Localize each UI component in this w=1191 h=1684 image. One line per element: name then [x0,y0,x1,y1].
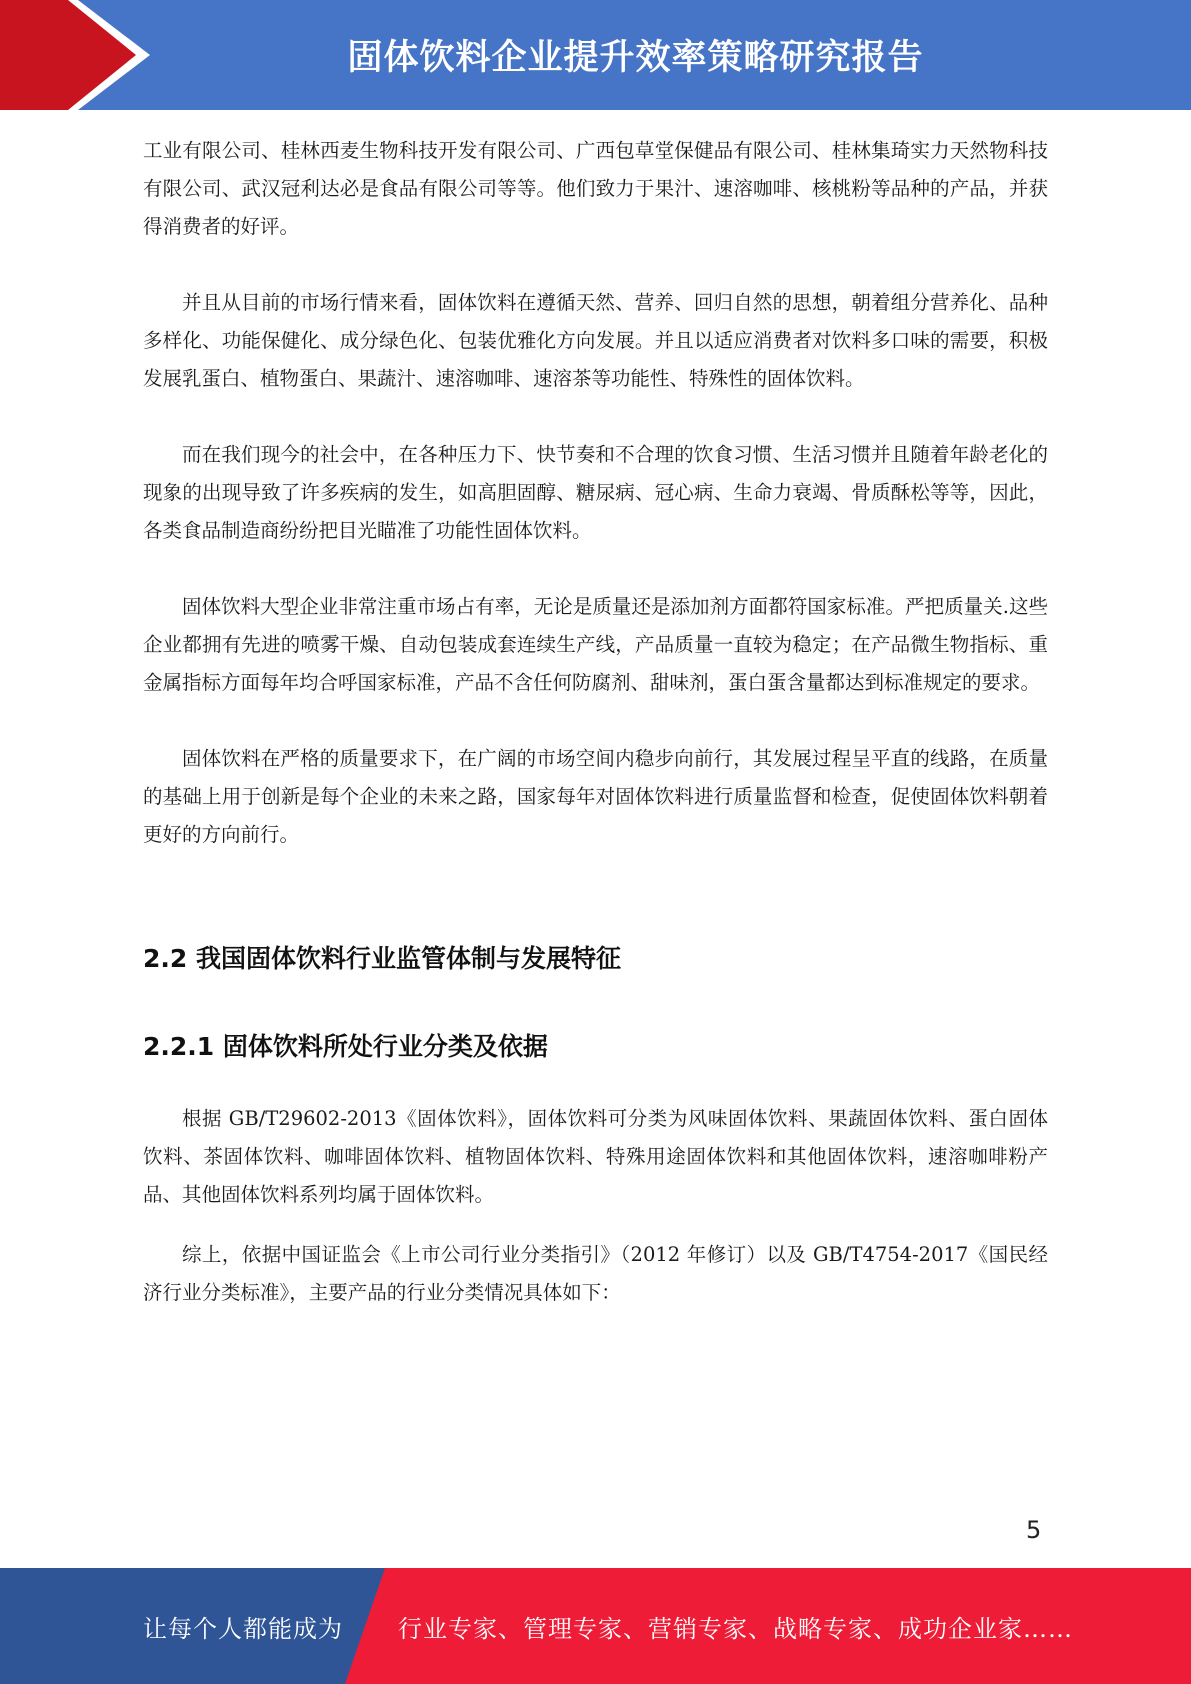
paragraph-1: 工业有限公司、桂林西麦生物科技开发有限公司、广西包草堂保健品有限公司、桂林集琦实力天然物科技有限公司、武汉冠利达必是食品有限公司等等。他们致力于果汁、速溶咖啡、核桃粉等品种的产品，并获得消费者的好评。 [143,139,1048,238]
footer-slogan-right: 行业专家、管理专家、营销专家、战略专家、成功企业家…… [398,1614,1073,1643]
page-header [0,0,1191,110]
paragraph-3: 而在我们现今的社会中，在各种压力下、快节奏和不合理的饮食习惯、生活习惯并且随着年龄老化的现象的出现导致了许多疾病的发生，如高胆固醇、糖尿病、冠心病、生命力衰竭、骨质酥松等等，因此，各类食品制造商纷纷把目光瞄准了功能性固体饮料。 [143,443,1048,542]
page-footer [0,1568,1191,1684]
paragraph-7: 综上，依据中国证监会《上市公司行业分类指引》（2012 年修订）以及 GB/T4754-2017《国民经济行业分类标准》，主要产品的行业分类情况具体如下： [143,1243,1048,1304]
header-title: 固体饮料企业提升效率策略研究报告 [347,38,924,78]
document-body [143,132,1048,1312]
page-number: 5 [1026,1516,1042,1544]
paragraph-2: 并且从目前的市场行情来看，固体饮料在遵循天然、营养、回归自然的思想，朝着组分营养化、品种多样化、功能保健化、成分绿色化、包装优雅化方向发展。并且以适应消费者对饮料多口味的需要，积极发展乳蛋白、植物蛋白、果蔬汁、速溶咖啡、速溶茶等功能性、特殊性的固体饮料。 [143,291,1048,390]
section-heading-2-2: 2.2 我国固体饮料行业监管体制与发展特征 [143,944,621,973]
paragraph-4: 固体饮料大型企业非常注重市场占有率，无论是质量还是添加剂方面都符国家标准。严把质量关.这些企业都拥有先进的喷雾干燥、自动包装成套连续生产线，产品质量一直较为稳定；在产品微生物指标、重金属指标方面每年均合呼国家标准，产品不含任何防腐剂、甜味剂，蛋白蛋含量都达到标准规定的要求。 [143,595,1048,694]
section-heading-2-2-1: 2.2.1 固体饮料所处行业分类及依据 [143,1032,548,1061]
paragraph-6: 根据 GB/T29602-2013《固体饮料》，固体饮料可分类为风味固体饮料、果蔬固体饮料、蛋白固体饮料、茶固体饮料、咖啡固体饮料、植物固体饮料、特殊用途固体饮料和其他固体饮料，速溶咖啡粉产品、其他固体饮料系列均属于固体饮料。 [143,1107,1048,1206]
footer-slogan-left: 让每个人都能成为 [143,1614,343,1643]
header-chevron-decoration [0,0,200,110]
paragraph-5: 固体饮料在严格的质量要求下，在广阔的市场空间内稳步向前行，其发展过程呈平直的线路，在质量的基础上用于创新是每个企业的未来之路，国家每年对固体饮料进行质量监督和检查，促使固体饮料朝着更好的方向前行。 [143,747,1048,846]
